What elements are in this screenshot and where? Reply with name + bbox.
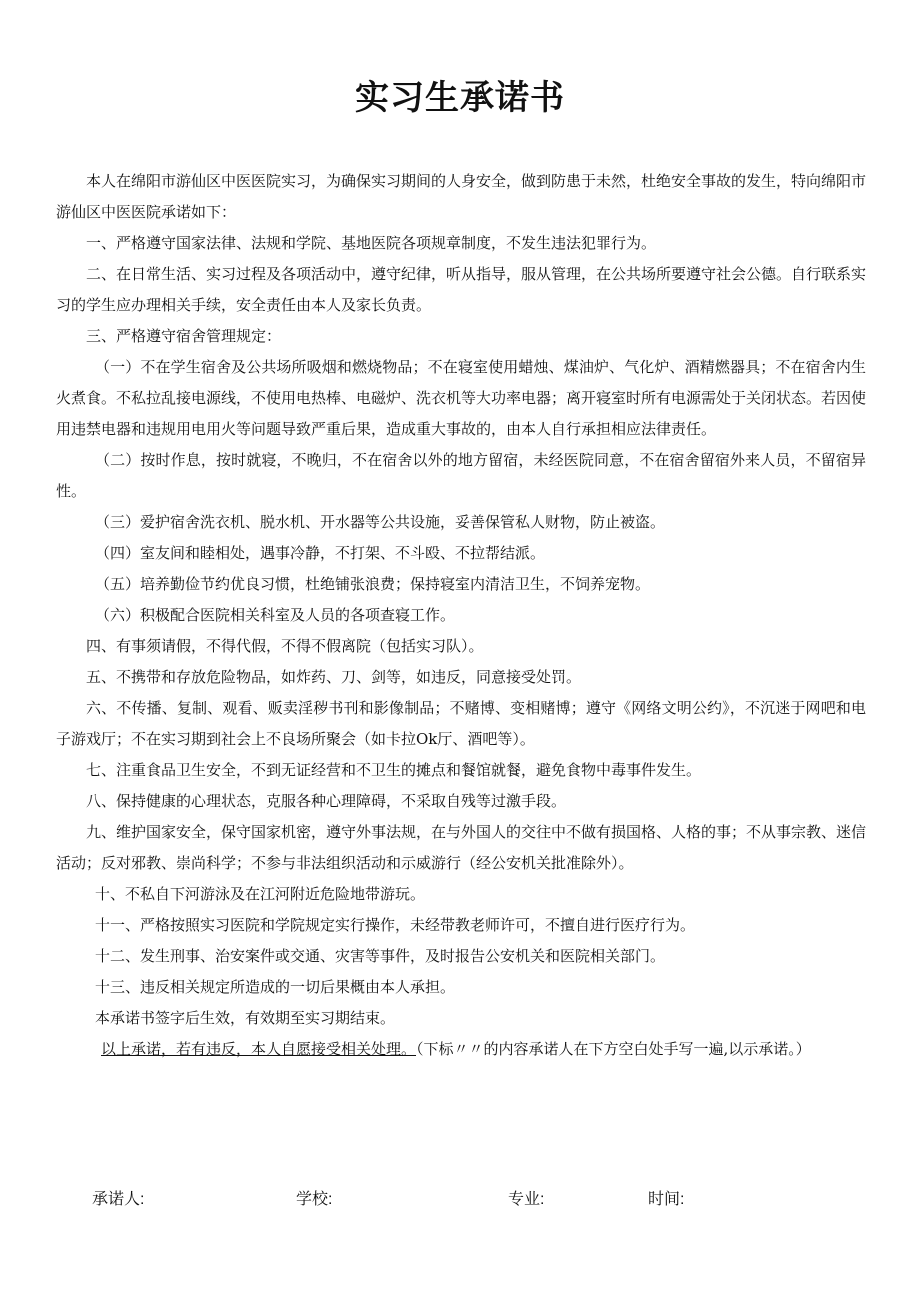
underlined-commitment: 以上承诺，若有违反，本人自愿接受相关处理。 (101, 1040, 417, 1058)
document-body (56, 166, 866, 1065)
clause-9: 九、维护国家安全，保守国家机密，遵守外事法规，在与外国人的交往中不做有损国格、人格的事；不从事宗教、迷信活动；反对邪教、崇尚科学；不参与非法组织活动和示威游行（经公安机关批准除外）。 (56, 823, 867, 872)
signer-label: 承诺人: (92, 1191, 145, 1208)
effective-statement: 本承诺书签字后生效，有效期至实习期结束。 (95, 1009, 396, 1027)
clause-3-sub-2: （二）按时作息，按时就寝，不晚归，不在宿舍以外的地方留宿，未经医院同意，不在宿舍留宿外来人员，不留宿异性。 (56, 451, 866, 500)
clause-12: 十二、发生刑事、治安案件或交通、灾害等事件，及时报告公安机关和医院相关部门。 (95, 947, 666, 965)
clause-13: 十三、违反相关规定所造成的一切后果概由本人承担。 (95, 978, 456, 996)
clause-3-sub-1: （一）不在学生宿舍及公共场所吸烟和燃烧物品；不在寝室使用蜡烛、煤油炉、气化炉、酒精燃器具；不在宿舍内生火煮食。不私拉乱接电源线，不使用电热棒、电磁炉、洗衣机等大功率电器；离开寝室时所有电源需处于关闭状态。若因使用违禁电器和违规用电用火等问题导致严重后果，造成重大事故的，由本人自行承担相应法律责任。 (56, 358, 867, 438)
date-label: 时间: (648, 1191, 685, 1208)
clause-1: 一、严格遵守国家法律、法规和学院、基地医院各项规章制度，不发生违法犯罪行为。 (86, 234, 657, 252)
clause-10: 十、不私自下河游泳及在江河附近危险地带游玩。 (95, 885, 426, 903)
clause-3-sub-4: （四）室友间和睦相处，遇事冷静，不打架、不斗殴、不拉帮结派。 (95, 544, 546, 562)
clause-3: 三、严格遵守宿舍管理规定： (86, 327, 282, 345)
clause-11: 十一、严格按照实习医院和学院规定实行操作，未经带教老师许可，不擅自进行医疗行为。 (95, 916, 696, 934)
clause-8: 八、保持健康的心理状态，克服各种心理障碍，不采取自残等过激手段。 (86, 792, 567, 810)
clause-7: 七、注重食品卫生安全，不到无证经营和不卫生的摊点和餐馆就餐，避免食物中毒事件发生。 (86, 761, 702, 779)
handwrite-instruction: （下标〃〃的内容承诺人在下方空白处手写一遍,以示承诺。） (416, 1040, 811, 1058)
clause-3-sub-5: （五）培养勤俭节约优良习惯，杜绝铺张浪费；保持寝室内清洁卫生，不饲养宠物。 (95, 575, 651, 593)
page-title: 实习生承诺书 (355, 78, 565, 118)
school-label: 学校: (296, 1191, 333, 1208)
clause-5: 五、不携带和存放危险物品，如炸药、刀、剑等，如违反，同意接受处罚。 (86, 668, 582, 686)
clause-6: 六、不传播、复制、观看、贩卖淫秽书刊和影像制品；不赌博、变相赌博；遵守《网络文明公约》，不沉迷于网吧和电子游戏厅；不在实习期到社会上不良场所聚会（如卡拉Ok厅、酒吧等）。 (56, 699, 866, 748)
clause-4: 四、有事须请假，不得代假，不得不假离院（包括实习队）。 (86, 637, 484, 655)
intro-paragraph: 本人在绵阳市游仙区中医医院实习，为确保实习期间的人身安全，做到防患于未然，杜绝安全事故的发生，特向绵阳市游仙区中医医院承诺如下： (56, 172, 867, 221)
clause-2: 二、在日常生活、实习过程及各项活动中，遵守纪律，听从指导，服从管理，在公共场所要遵守社会公德。自行联系实习的学生应办理相关手续，安全责任由本人及家长负责。 (56, 265, 867, 314)
major-label: 专业: (508, 1191, 545, 1208)
clause-3-sub-3: （三）爱护宿舍洗衣机、脱水机、开水器等公共设施，妥善保管私人财物，防止被盗。 (95, 513, 666, 531)
final-statement (56, 1034, 866, 1065)
clause-3-sub-6: （六）积极配合医院相关科室及人员的各项查寝工作。 (95, 606, 456, 624)
